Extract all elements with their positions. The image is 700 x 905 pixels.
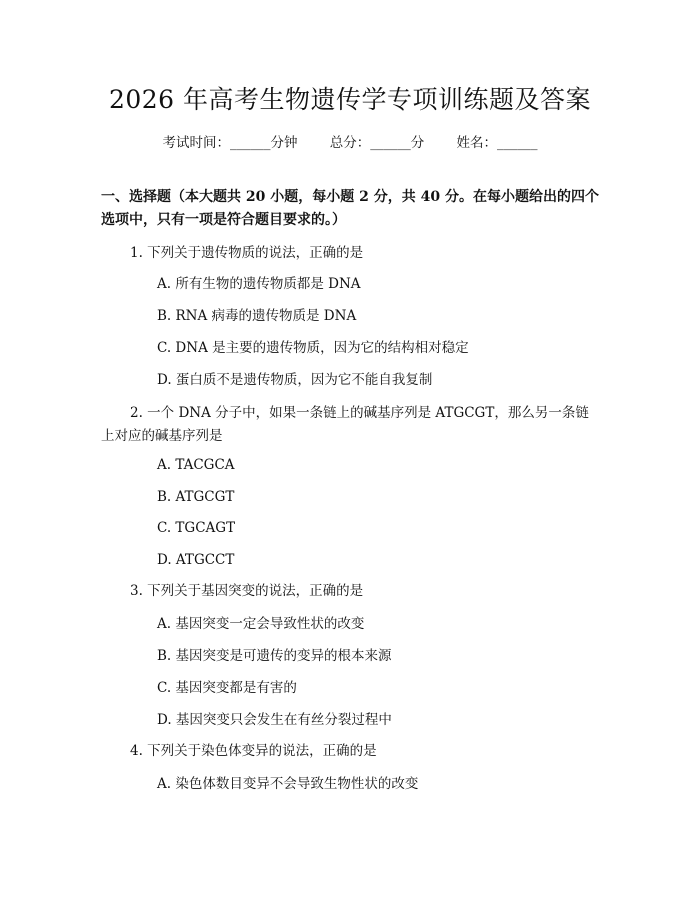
question-option: A. 染色体数目变异不会导致生物性状的改变 [157,776,419,792]
question-option: B. 基因突变是可遗传的变异的根本来源 [157,648,392,664]
question-option: D. ATGCCT [157,552,235,568]
question-option: C. 基因突变都是有害的 [157,680,297,696]
question-stem: 3. 下列关于基因突变的说法，正确的是 [130,583,364,599]
question-option: A. TACGCA [157,457,235,473]
total-score-field: 总分：______分 [329,135,425,151]
exam-info-line [0,131,700,151]
question-stem: 1. 下列关于遗传物质的说法，正确的是 [130,245,364,261]
question-stem: 4. 下列关于染色体变异的说法，正确的是 [130,743,377,759]
question-option: A. 基因突变一定会导致性状的改变 [157,616,365,632]
question-stem: 2. 一个 DNA 分子中，如果一条链上的碱基序列是 ATGCGT，那么另一条链上对应的碱基序列是 [101,405,589,444]
question-option: A. 所有生物的遗传物质都是 DNA [157,276,361,292]
question-option: B. ATGCGT [157,489,235,505]
question-option: B. RNA 病毒的遗传物质是 DNA [157,308,357,324]
question-option: D. 蛋白质不是遗传物质，因为它不能自我复制 [157,372,433,388]
section-heading-multiple-choice: 一、选择题（本大题共 20 小题，每小题 2 分，共 40 分。在每小题给出的四个选项中，只有一项是符合题目要求的。） [101,189,599,228]
question-option: C. TGCAGT [157,520,236,536]
exam-time-field: 考试时间：______分钟 [162,135,298,151]
page-title: 2026 年高考生物遗传学专项训练题及答案 [108,85,592,114]
student-name-field: 姓名：______ [456,135,538,151]
question-option: D. 基因突变只会发生在有丝分裂过程中 [157,712,392,728]
question-option: C. DNA 是主要的遗传物质，因为它的结构相对稳定 [157,340,469,356]
